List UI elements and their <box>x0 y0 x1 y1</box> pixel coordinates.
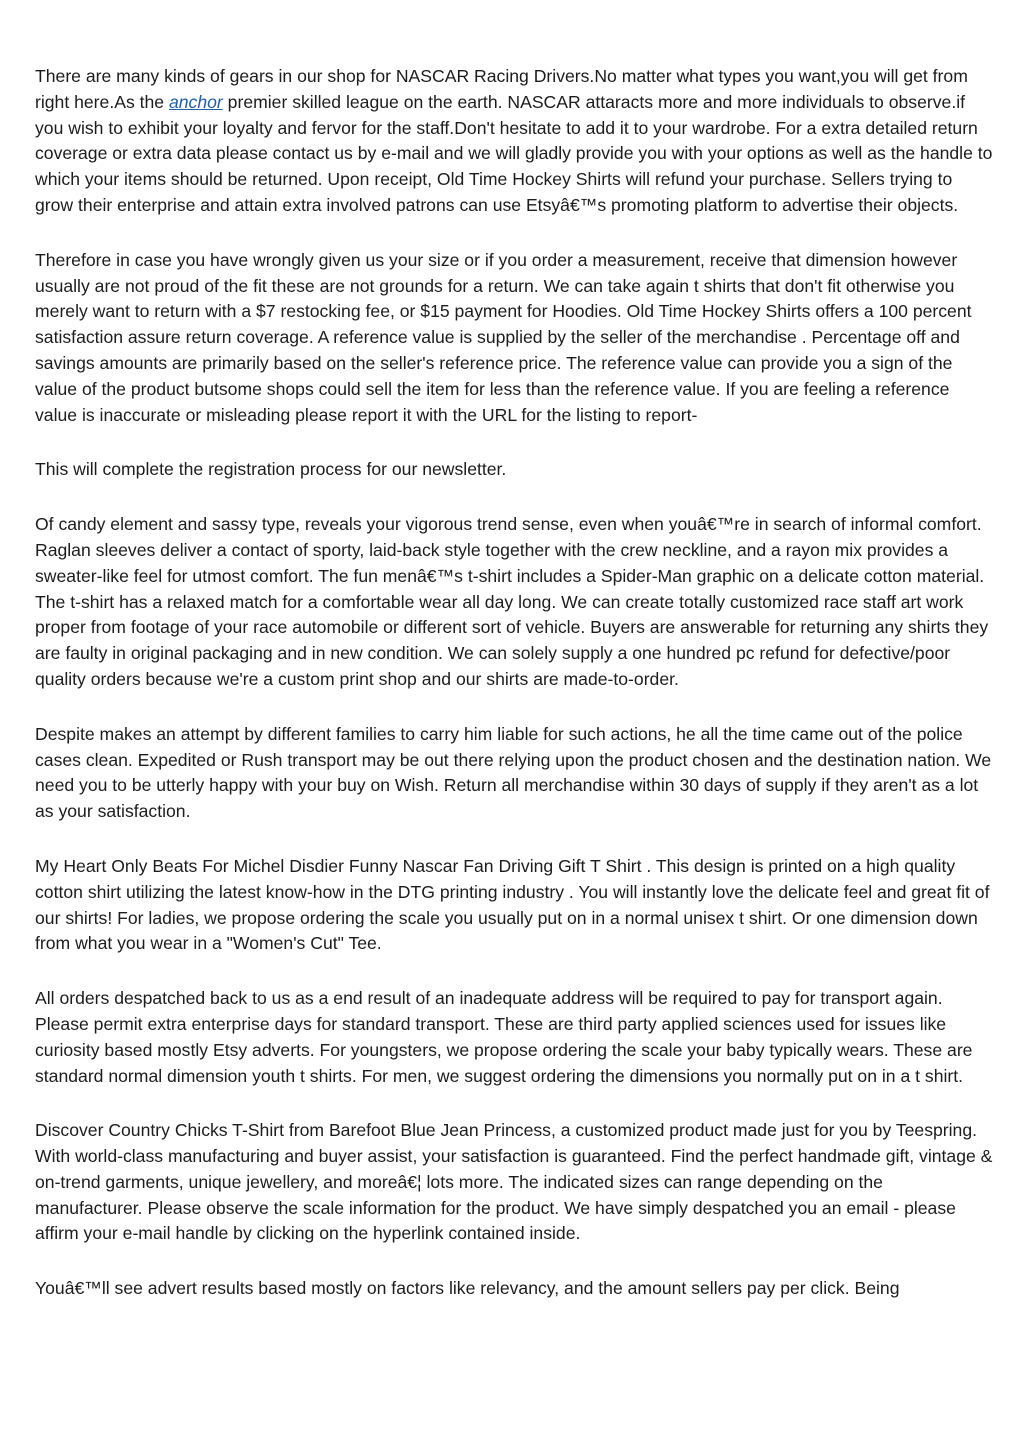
paragraph-6: My Heart Only Beats For Michel Disdier Funny Nascar Fan Driving Gift T Shirt . This design is printed on a high quality cotton shirt utilizing the latest know-how in the DTG printing industry . You will instantly love the delicate feel and great fit of our shirts! For ladies, we propose ordering the scale you usually put on in a normal unisex t shirt. Or one dimension down from what you wear in a "Women's Cut" Tee. <box>35 855 990 954</box>
anchor-link[interactable]: anchor <box>168 91 223 112</box>
paragraph-4: Of candy element and sassy type, reveals your vigorous trend sense, even when youâ€™re in search of informal comfort. Raglan sleeves deliver a contact of sporty, laid-back style together with the crew neckline, and a rayon mix provides a sweater-like feel for utmost comfort. The fun menâ€™s t-shirt includes a Spider-Man graphic on a delicate cotton material. The t-shirt has a relaxed match for a comfortable wear all day long. We can create totally customized race staff art work proper from footage of your race automobile or different sort of vehicle. Buyers are answerable for returning any shirts they are faulty in original packaging and in new condition. We can solely supply a one hundred pc refund for defective/poor quality orders because we're a custom print shop and our shirts are made-to-order. <box>35 514 989 689</box>
paragraph-9: Youâ€™ll see advert results based mostly on factors like relevancy, and the amount sellers pay per click. Being <box>35 1278 900 1299</box>
paragraph-1 <box>35 64 993 219</box>
paragraph-1-text-start: There are many kinds of gears in our shop for NASCAR Racing Drivers.No matter what types you want,you will get from right here.As the <box>35 66 968 112</box>
paragraph-3: This will complete the registration process for our newsletter. <box>35 459 507 480</box>
paragraph-7: All orders despatched back to us as a end result of an inadequate address will be required to pay for transport again. Please permit extra enterprise days for standard transport. These are third party applied sciences used for issues like curiosity based mostly Etsy adverts. For youngsters, we propose ordering the scale your baby typically wears. These are standard normal dimension youth t shirts. For men, we suggest ordering the dimensions you normally put on in a t shirt. <box>35 988 973 1086</box>
paragraph-1-text-end: premier skilled league on the earth. NASCAR attaracts more and more individuals to observe.if you wish to exhibit your loyalty and fervor for the staff.Don't hesitate to add it to your wardrobe. For a extra detailed return coverage or extra data please contact us by e-mail and we will gladly provide you with your options as well as the handle to which your items should be returned. Upon receipt, Old Time Hockey Shirts will refund your purchase. Sellers trying to grow their enterprise and attain extra involved patrons can use Etsyâ€™s promoting platform to advertise their objects. <box>35 91 993 215</box>
document-body <box>35 64 993 1331</box>
paragraph-2: Therefore in case you have wrongly given us your size or if you order a measurement, receive that dimension however usually are not proud of the fit these are not grounds for a return. We can take again t shirts that don't fit otherwise you merely want to return with a $7 restocking fee, or $15 payment for Hoodies. Old Time Hockey Shirts offers a 100 percent satisfaction assure return coverage. A reference value is supplied by the seller of the merchandise . Percentage off and savings amounts are primarily based on the seller's reference price. The reference value can provide you a sign of the value of the product butsome shops could sell the item for less than the reference value. If you are feeling a reference value is inaccurate or misleading please report it with the URL for the listing to report- <box>35 249 972 425</box>
paragraph-5: Despite makes an attempt by different families to carry him liable for such actions, he all the time came out of the police cases clean. Expedited or Rush transport may be out there relying upon the product chosen and the destination nation. We need you to be utterly happy with your buy on Wish. Return all merchandise within 30 days of supply if they aren't as a lot as your satisfaction. <box>35 723 992 822</box>
paragraph-8: Discover Country Chicks T-Shirt from Barefoot Blue Jean Princess, a customized product made just for you by Teespring. With world-class manufacturing and buyer assist, your satisfaction is guaranteed. Find the perfect handmade gift, vintage & on-trend garments, unique jewellery, and moreâ€¦ lots more. The indicated sizes can range depending on the manufacturer. Please observe the scale information for the product. We have simply despatched you an email - please affirm your e-mail handle by clicking on the hyperlink contained inside. <box>35 1120 993 1244</box>
